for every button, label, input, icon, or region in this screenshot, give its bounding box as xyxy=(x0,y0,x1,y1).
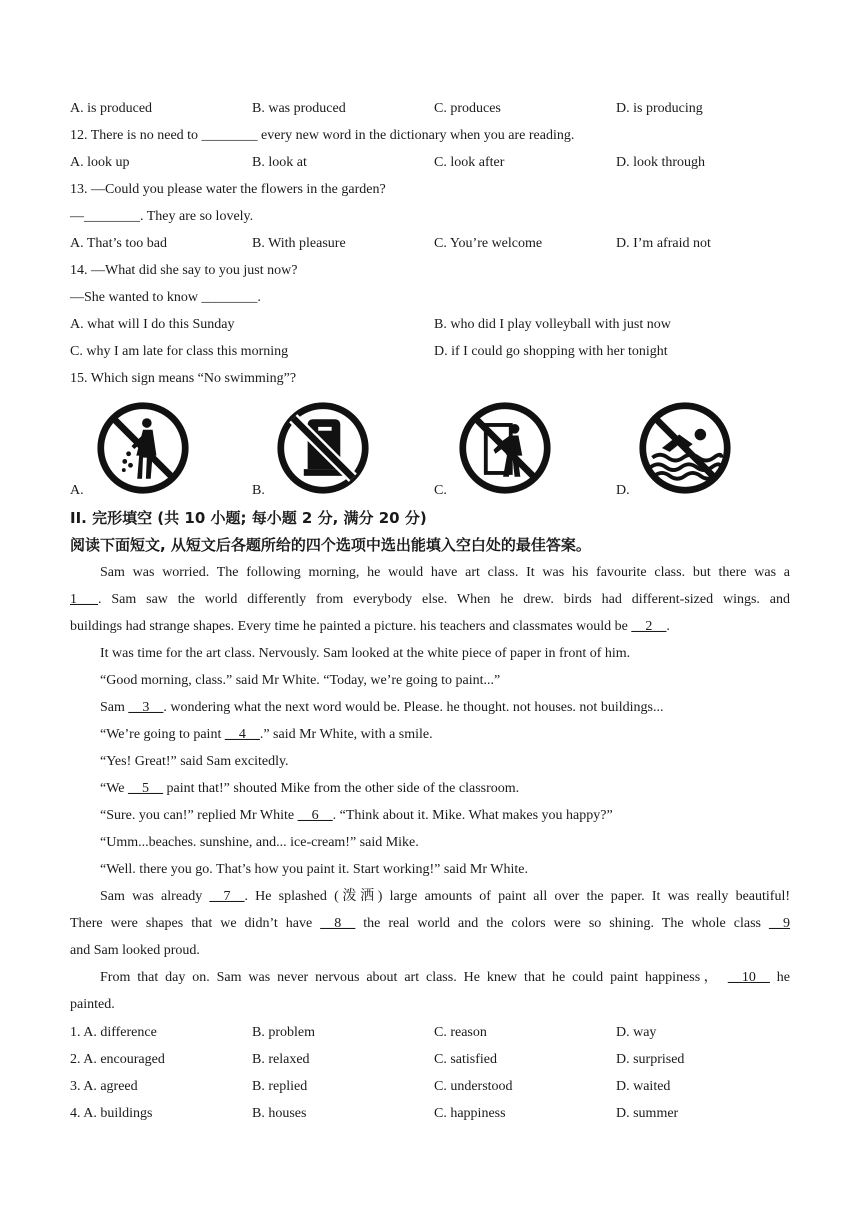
section-title: II. 完形填空 (共 10 小题; 每小题 2 分, 满分 20 分) xyxy=(70,509,427,527)
cloze1-option-d[interactable]: D. way xyxy=(616,1025,657,1040)
cloze3-option-d[interactable]: D. waited xyxy=(616,1079,671,1094)
q12-option-b[interactable]: B. look at xyxy=(252,155,307,170)
q13-stem: 13. —Could you please water the flowers in the garden? xyxy=(70,182,386,197)
q12-stem: 12. There is no need to ________ every new word in the dictionary when you are reading. xyxy=(70,128,575,143)
passage-line: It was time for the art class. Nervously. Sam looked at the white piece of paper in front of him. xyxy=(100,646,631,661)
cloze3-option-b[interactable]: B. replied xyxy=(252,1079,308,1094)
blank-1[interactable]: 1___ xyxy=(70,592,98,607)
passage-text: There were shapes that we didn’t have xyxy=(70,916,313,931)
passage-line xyxy=(100,780,519,798)
passage-text: he xyxy=(776,970,791,985)
passage-text: Sam xyxy=(100,700,125,715)
blank-7[interactable]: __7__ xyxy=(209,889,245,904)
q14-reply: —She wanted to know ________. xyxy=(70,290,261,305)
passage-line xyxy=(70,915,790,933)
passage-line: “Good morning, class.” said Mr White. “Today, we’re going to paint...” xyxy=(100,673,501,688)
passage-text: .” said Mr White, with a smile. xyxy=(259,727,433,742)
blank-9[interactable]: __9 xyxy=(769,916,791,931)
passage-line: “Well. there you go. That’s how you paint it. Start working!” said Mr White. xyxy=(100,862,528,877)
passage-text: paint that!” shouted Mike from the other side of the classroom. xyxy=(166,781,520,796)
passage-text: “We’re going to paint xyxy=(100,727,222,742)
q13-option-c[interactable]: C. You’re welcome xyxy=(434,236,543,251)
q12-option-d[interactable]: D. look through xyxy=(616,155,706,170)
passage-text: . “Think about it. Mike. What makes you happy?” xyxy=(332,808,613,823)
cloze3-option-a[interactable]: 3. A. agreed xyxy=(70,1079,138,1094)
q15-option-b[interactable]: B. xyxy=(252,483,265,498)
passage-text: . He splashed (泼洒) large amounts of paint all over the paper. It was really beautiful! xyxy=(244,889,791,904)
cloze1-option-c[interactable]: C. reason xyxy=(434,1025,487,1040)
cloze3-option-c[interactable]: C. understood xyxy=(434,1079,513,1094)
no-trash-bin-icon[interactable] xyxy=(275,400,371,496)
blank-6[interactable]: __6__ xyxy=(297,808,333,823)
passage-line xyxy=(100,969,790,987)
q15-option-d[interactable]: D. xyxy=(616,483,630,498)
cloze4-option-b[interactable]: B. houses xyxy=(252,1106,307,1121)
blank-3[interactable]: __3__ xyxy=(128,700,164,715)
passage-line: buildings had strange shapes. Every time he painted a picture. his teachers and classmates would be __2__. xyxy=(70,619,670,634)
cloze4-option-a[interactable]: 4. A. buildings xyxy=(70,1106,153,1121)
q12-option-c[interactable]: C. look after xyxy=(434,155,505,170)
cloze2-option-b[interactable]: B. relaxed xyxy=(252,1052,310,1067)
passage-text: From that day on. Sam was never nervous about art class. He knew that he could paint happiness， xyxy=(100,970,721,985)
blank-2[interactable]: __2__ xyxy=(631,619,667,634)
q11-option-a[interactable]: A. is produced xyxy=(70,101,153,116)
passage-line: “Yes! Great!” said Sam excitedly. xyxy=(100,754,289,769)
passage-line: painted. xyxy=(70,997,115,1012)
q15-option-a[interactable]: A. xyxy=(70,483,84,498)
q11-option-b[interactable]: B. was produced xyxy=(252,101,346,116)
no-swimming-icon[interactable] xyxy=(637,400,733,496)
passage-line xyxy=(100,807,613,825)
q14-option-c[interactable]: C. why I am late for class this morning xyxy=(70,344,289,359)
passage-text: buildings had strange shapes. Every time he painted a picture. his teachers and classmates would be xyxy=(70,619,628,634)
cloze2-option-c[interactable]: C. satisfied xyxy=(434,1052,497,1067)
blank-8[interactable]: __8__ xyxy=(320,916,356,931)
q11-option-d[interactable]: D. is producing xyxy=(616,101,703,116)
cloze4-option-c[interactable]: C. happiness xyxy=(434,1106,506,1121)
blank-10[interactable]: __10__ xyxy=(727,970,770,985)
q14-option-b[interactable]: B. who did I play volleyball with just now xyxy=(434,317,671,332)
passage-line xyxy=(100,888,790,906)
passage-text: . Sam saw the world differently from everybody else. When he drew. birds had different-sized wings. and xyxy=(98,592,790,607)
cloze4-option-d[interactable]: D. summer xyxy=(616,1106,679,1121)
q13-reply: —________. They are so lovely. xyxy=(70,209,254,224)
cloze1-option-b[interactable]: B. problem xyxy=(252,1025,315,1040)
q14-stem: 14. —What did she say to you just now? xyxy=(70,263,298,278)
passage-text: “We xyxy=(100,781,125,796)
blank-5[interactable]: __5__ xyxy=(128,781,164,796)
passage-line: “Umm...beaches. sunshine, and... ice-cream!” said Mike. xyxy=(100,835,419,850)
q14-option-d[interactable]: D. if I could go shopping with her tonight xyxy=(434,344,668,359)
passage-line xyxy=(100,699,663,717)
q13-option-b[interactable]: B. With pleasure xyxy=(252,236,346,251)
cloze2-option-d[interactable]: D. surprised xyxy=(616,1052,685,1067)
q11-option-c[interactable]: C. produces xyxy=(434,101,501,116)
q13-option-a[interactable]: A. That’s too bad xyxy=(70,236,167,251)
passage-text: Sam was already xyxy=(100,889,203,904)
cloze2-option-a[interactable]: 2. A. encouraged xyxy=(70,1052,165,1067)
q12-option-a[interactable]: A. look up xyxy=(70,155,130,170)
passage-line: and Sam looked proud. xyxy=(70,943,200,958)
passage-line: Sam was worried. The following morning, he would have art class. It was his favourite class. but there was a xyxy=(100,565,790,580)
section-instruction: 阅读下面短文, 从短文后各题所给的四个选项中选出能填入空白处的最佳答案。 xyxy=(70,536,591,554)
passage-text: “Sure. you can!” replied Mr White xyxy=(100,808,295,823)
no-littering-icon[interactable] xyxy=(95,400,191,496)
no-entry-icon[interactable] xyxy=(457,400,553,496)
passage-line xyxy=(70,591,790,609)
blank-4[interactable]: __4__ xyxy=(224,727,260,742)
passage-line xyxy=(100,726,433,744)
q13-option-d[interactable]: D. I’m afraid not xyxy=(616,236,711,251)
q15-option-c[interactable]: C. xyxy=(434,483,447,498)
passage-text: . wondering what the next word would be. Please. he thought. not houses. not buildings... xyxy=(163,700,664,715)
cloze1-option-a[interactable]: 1. A. difference xyxy=(70,1025,157,1040)
q15-stem: 15. Which sign means “No swimming”? xyxy=(70,371,297,386)
passage-text: the real world and the colors were so shining. The whole class xyxy=(363,916,761,931)
q14-option-a[interactable]: A. what will I do this Sunday xyxy=(70,317,235,332)
